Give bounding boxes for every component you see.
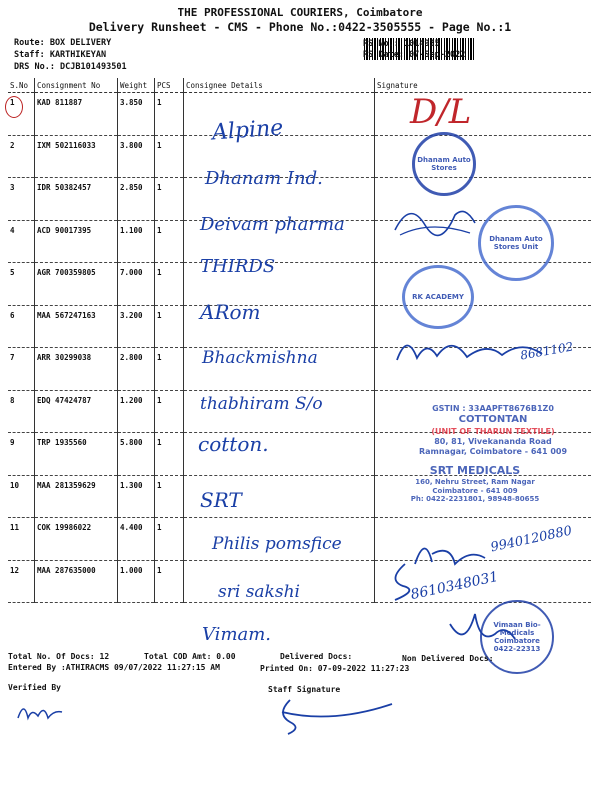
stamp-autostores: Dhanam Auto Stores xyxy=(412,132,476,196)
pcs: 1 xyxy=(155,93,184,136)
stamp-cotton-name: COTTONTAN xyxy=(458,414,528,425)
signature-scribble-icon xyxy=(390,195,480,245)
handwritten-consignee: thabhiram S/o xyxy=(200,394,323,414)
runsheet-title: Delivery Runsheet - CMS - Phone No.:0422-3505555 - Page No.:1 xyxy=(88,20,512,34)
handwritten-consignee: Alpine xyxy=(211,115,285,146)
stamp-cottontan xyxy=(398,404,588,457)
phone-number-handwritten: 8681102 xyxy=(519,339,575,363)
pcs: 1 xyxy=(155,263,184,306)
consignment-no: EDQ 47424787 xyxy=(35,390,118,433)
sno: 4 xyxy=(8,220,35,263)
stamp-srt-name: SRT MEDICALS xyxy=(429,464,521,477)
weight: 7.000 xyxy=(118,263,155,306)
sno: 10 xyxy=(8,475,35,518)
staff: Staff: KARTHIKEYAN xyxy=(14,50,107,60)
weight: 1.300 xyxy=(118,475,155,518)
handwritten-consignee: Deivam pharma xyxy=(200,214,345,235)
non-delivered-docs: Non Delivered Docs: xyxy=(402,654,494,663)
weight: 1.200 xyxy=(118,390,155,433)
sno: 6 xyxy=(8,305,35,348)
drs-number: DRS No.: DCJB101493501 xyxy=(14,62,127,72)
weight: 1.000 xyxy=(118,560,155,603)
col-sno: S.No xyxy=(8,78,35,93)
handwritten-consignee: SRT xyxy=(200,488,242,512)
sno: 7 xyxy=(8,348,35,391)
pcs: 1 xyxy=(155,178,184,221)
verified-by: Verified By xyxy=(8,683,61,692)
pcs: 1 xyxy=(155,220,184,263)
stamp-academy: RK ACADEMY xyxy=(402,265,474,329)
weight: 3.850 xyxy=(118,93,155,136)
printed-on: Printed On: 07-09-2022 11:27:23 xyxy=(260,664,410,673)
circle-mark-icon xyxy=(5,96,23,118)
sno: 1 xyxy=(8,93,35,136)
stamp-srt-addr2: Coimbatore - 641 009 xyxy=(432,486,518,495)
consignment-no: TRP 1935560 xyxy=(35,433,118,476)
sno: 8 xyxy=(8,390,35,433)
handwritten-consignee: Bhackmishna xyxy=(202,348,318,368)
rs-number-text: RS No.: 1014935 xyxy=(363,39,440,49)
consignment-no: MAA 287635000 xyxy=(35,560,118,603)
handwritten-consignee: Vimam. xyxy=(202,624,272,645)
weight: 1.100 xyxy=(118,220,155,263)
pcs: 1 xyxy=(155,135,184,178)
sno: 11 xyxy=(8,518,35,561)
stamp-vimaan-phone: 0422-22313 xyxy=(493,645,541,653)
col-consignment: Consignment No xyxy=(35,78,118,93)
signature-cell xyxy=(375,93,592,136)
weight: 2.850 xyxy=(118,178,155,221)
sno: 12 xyxy=(8,560,35,603)
sno: 5 xyxy=(8,263,35,306)
pcs: 1 xyxy=(155,390,184,433)
handwritten-consignee: THIRDS xyxy=(200,256,276,277)
entered-by: Entered By :ATHIRACMS 09/07/2022 11:27:15 AM xyxy=(8,663,220,672)
consignment-no: MAA 567247163 xyxy=(35,305,118,348)
table-header xyxy=(8,78,591,93)
company-title: THE PROFESSIONAL COURIERS, Coimbatore xyxy=(177,6,423,19)
pcs: 1 xyxy=(155,433,184,476)
pcs: 1 xyxy=(155,475,184,518)
handwritten-consignee: sri sakshi xyxy=(218,582,300,602)
handwritten-consignee: Philis pomsfice xyxy=(212,534,342,554)
stamp-gstin: GSTIN : 33AAPFT8676B1Z0 xyxy=(432,404,554,413)
col-pcs: PCS xyxy=(155,78,184,93)
pcs: 1 xyxy=(155,305,184,348)
weight: 4.400 xyxy=(118,518,155,561)
weight: 3.800 xyxy=(118,135,155,178)
route: Route: BOX DELIVERY xyxy=(14,38,112,48)
weight: 5.800 xyxy=(118,433,155,476)
total-cod: Total COD Amt: 0.00 xyxy=(144,652,236,661)
consignment-no: COK 19986022 xyxy=(35,518,118,561)
consignment-no: IDR 50382457 xyxy=(35,178,118,221)
consignment-no: ACD 90017395 xyxy=(35,220,118,263)
stamp-srt-medicals xyxy=(400,464,550,504)
sno: 9 xyxy=(8,433,35,476)
rs-date: RS Date: 07-Sep-2022 xyxy=(363,50,466,60)
signature-cell xyxy=(375,135,592,178)
pcs: 1 xyxy=(155,560,184,603)
consignment-no: IXM 502116033 xyxy=(35,135,118,178)
col-consignee: Consignee Details xyxy=(184,78,375,93)
col-signature: Signature xyxy=(375,78,592,93)
stamp-cotton-addr2: Ramnagar, Coimbatore - 641 009 xyxy=(418,446,568,456)
table-row xyxy=(8,93,591,136)
delivered-docs: Delivered Docs: xyxy=(280,652,353,661)
stamp-srt-phone: Ph: 0422-2231801, 98948-80655 xyxy=(410,495,540,504)
consignment-no: AGR 700359805 xyxy=(35,263,118,306)
sno: 2 xyxy=(8,135,35,178)
handwritten-consignee: ARom xyxy=(200,300,261,324)
verifier-signature-icon xyxy=(14,696,74,726)
stamp-cotton-unit: (UNIT OF THARUN TEXTILE) xyxy=(431,426,555,436)
signature-scribble-icon xyxy=(440,604,520,654)
staff-signature-icon xyxy=(272,694,402,738)
delivery-mark: D/L xyxy=(410,92,472,132)
stamp-srt-addr1: 160, Nehru Street, Ram Nagar xyxy=(415,477,535,486)
handwritten-consignee: Dhanam Ind. xyxy=(205,168,323,189)
phone-number-handwritten: 9940120880 xyxy=(489,523,574,556)
staff-signature-label: Staff Signature xyxy=(268,685,341,694)
total-docs: Total No. Of Docs: 12 xyxy=(8,652,110,661)
stamp-cotton-addr1: 80, 81, Vivekananda Road xyxy=(434,436,552,446)
weight: 3.200 xyxy=(118,305,155,348)
phone-number-handwritten: 8610348031 xyxy=(409,568,500,604)
handwritten-consignee: cotton. xyxy=(198,432,269,456)
consignment-no: MAA 281359629 xyxy=(35,475,118,518)
pcs: 1 xyxy=(155,348,184,391)
pcs: 1 xyxy=(155,518,184,561)
consignment-no: ARR 30299038 xyxy=(35,348,118,391)
col-weight: Weight xyxy=(118,78,155,93)
stamp-vimaan-city: Coimbatore xyxy=(494,637,540,645)
stamp-vimaan-name: Vimaan Bio-Medicals xyxy=(493,621,541,637)
stamp-autostores-unit: Dhanam Auto Stores Unit xyxy=(478,205,554,281)
sno: 3 xyxy=(8,178,35,221)
weight: 2.800 xyxy=(118,348,155,391)
consignment-no: KAD 811887 xyxy=(35,93,118,136)
